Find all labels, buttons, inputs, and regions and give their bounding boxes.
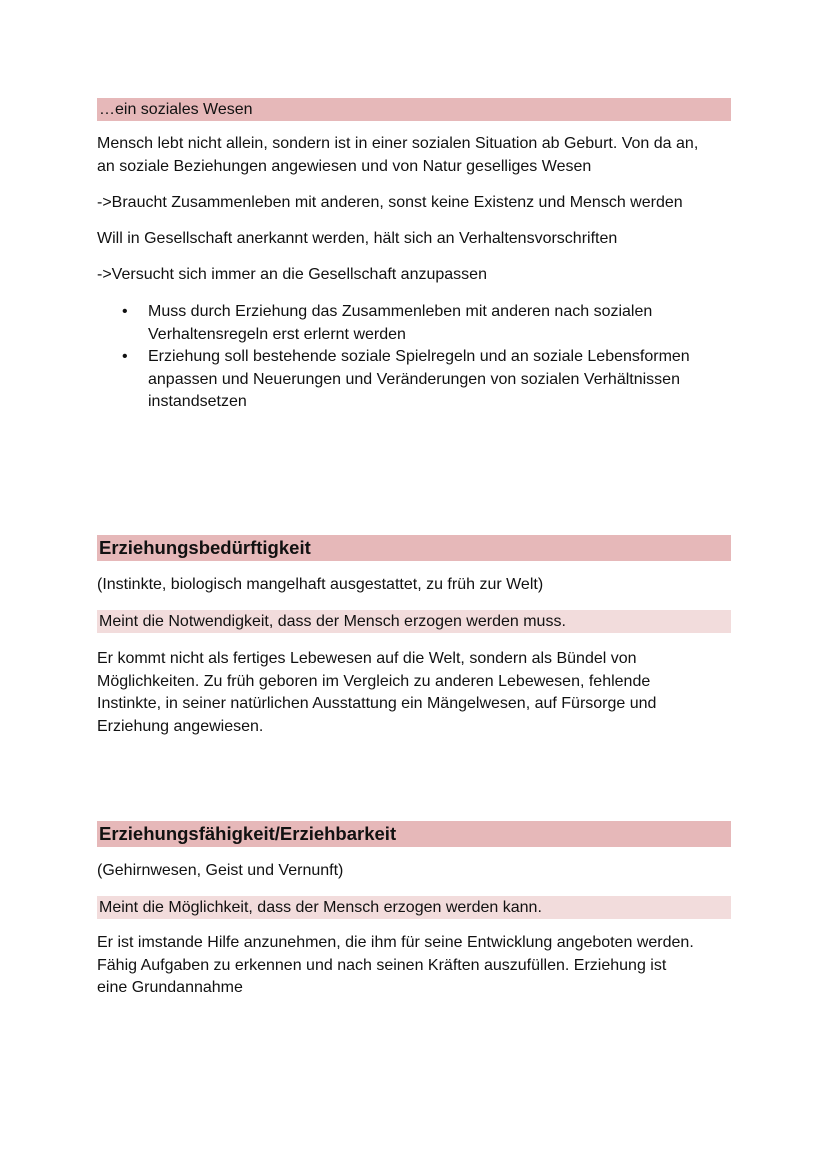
paragraph xyxy=(97,932,731,1000)
paragraph-line: Er kommt nicht als fertiges Lebewesen auf die Welt, sondern als Bündel von xyxy=(97,650,637,667)
paragraph-line: Er ist imstande Hilfe anzunehmen, die ihm für seine Entwicklung angeboten werden. xyxy=(97,934,694,951)
section-heading-erziehungsbeduerftigkeit: Erziehungsbedürftigkeit xyxy=(97,535,731,561)
bullet-item xyxy=(97,301,731,346)
bullet-item xyxy=(97,346,731,414)
paragraph xyxy=(97,133,731,178)
paragraph-line: Mensch lebt nicht allein, sondern ist in einer sozialen Situation ab Geburt. Von da an, xyxy=(97,135,699,152)
paragraph-line: an soziale Beziehungen angewiesen und von Natur geselliges Wesen xyxy=(97,157,592,175)
text-line: ->Braucht Zusammenleben mit anderen, sonst keine Existenz und Mensch werden xyxy=(97,194,683,211)
bullet-line: Erziehung soll bestehende soziale Spielregeln und an soziale Lebensformen xyxy=(148,348,690,365)
definition: Meint die Notwendigkeit, dass der Mensch erzogen werden muss. xyxy=(97,610,731,633)
section-heading-soziales-wesen: …ein soziales Wesen xyxy=(97,98,731,121)
text-line: ->Versucht sich immer an die Gesellschaft anzupassen xyxy=(97,266,487,283)
note: (Gehirnwesen, Geist und Vernunft) xyxy=(97,862,344,879)
paragraph-line: Fähig Aufgaben zu erkennen und nach seinen Kräften auszufüllen. Erziehung ist xyxy=(97,956,667,974)
paragraph-line: eine Grundannahme xyxy=(97,979,243,996)
paragraph-line: Möglichkeiten. Zu früh geboren im Vergleich zu anderen Lebewesen, fehlende xyxy=(97,672,651,690)
bullet-icon: • xyxy=(122,303,128,320)
paragraph xyxy=(97,648,731,738)
paragraph-line: Erziehung angewiesen. xyxy=(97,717,264,735)
bullet-line: anpassen und Neuerungen und Veränderungen von sozialen Verhältnissen xyxy=(148,370,680,388)
definition: Meint die Möglichkeit, dass der Mensch erzogen werden kann. xyxy=(97,896,731,919)
bullet-line: Verhaltensregeln erst erlernt werden xyxy=(148,325,406,343)
paragraph-line: Instinkte, in seiner natürlichen Ausstattung ein Mängelwesen, auf Fürsorge und xyxy=(97,695,657,712)
bullet-icon: • xyxy=(122,348,128,365)
bullet-list xyxy=(97,301,731,414)
section-heading-erziehungsfaehigkeit: Erziehungsfähigkeit/Erziehbarkeit xyxy=(97,821,731,847)
text-line: Will in Gesellschaft anerkannt werden, hält sich an Verhaltensvorschriften xyxy=(97,230,618,247)
bullet-line: Muss durch Erziehung das Zusammenleben mit anderen nach sozialen xyxy=(148,303,653,320)
bullet-line: instandsetzen xyxy=(148,393,247,410)
note: (Instinkte, biologisch mangelhaft ausgestattet, zu früh zur Welt) xyxy=(97,576,544,593)
